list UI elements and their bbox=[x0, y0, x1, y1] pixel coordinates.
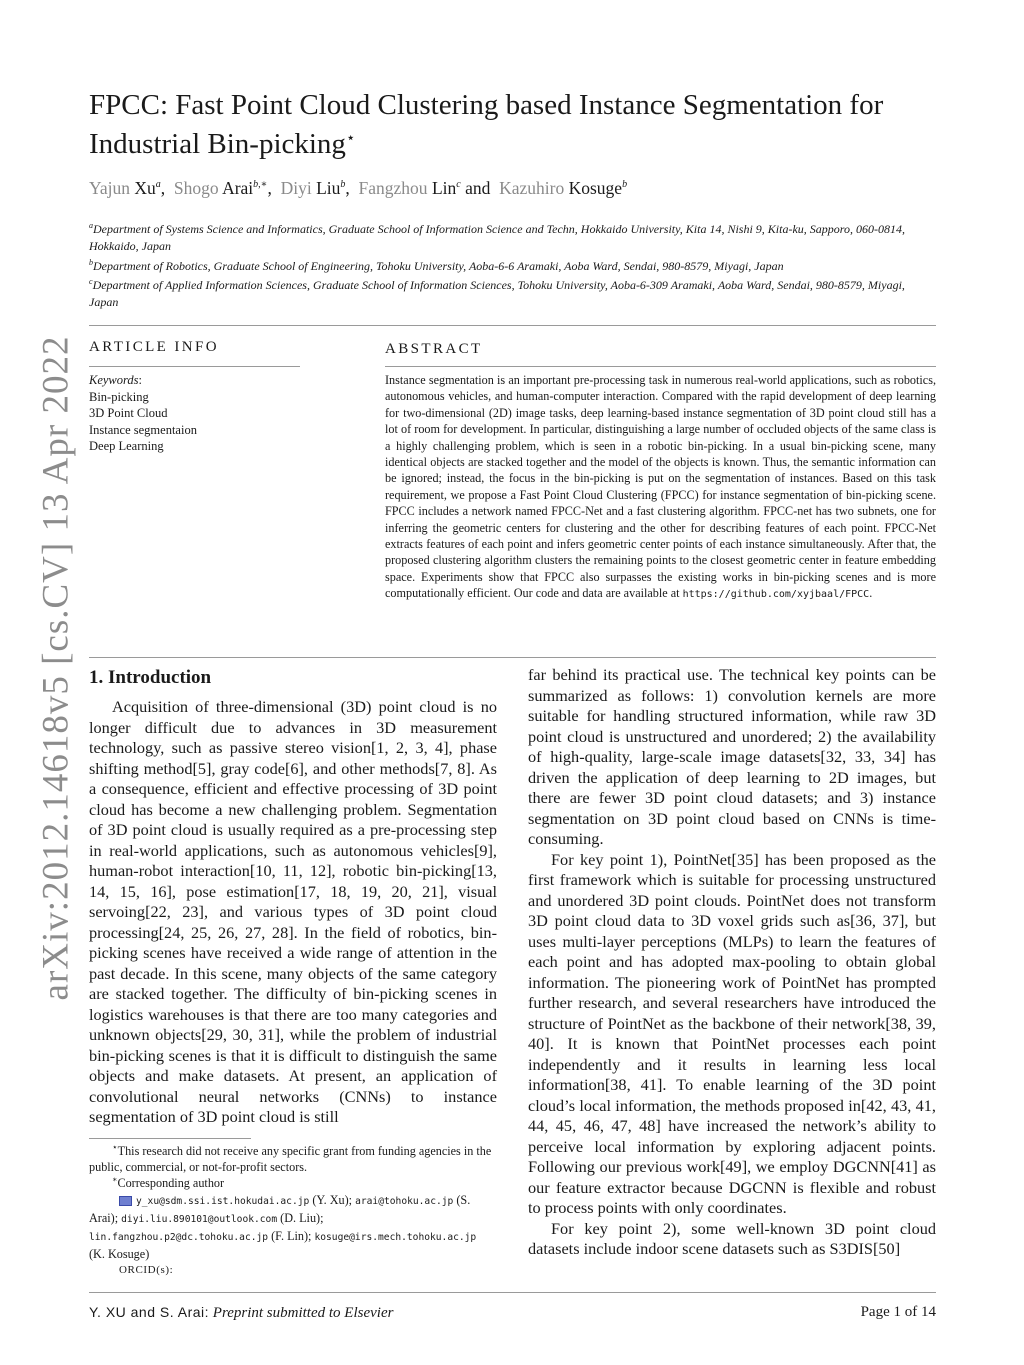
abstract-text: Instance segmentation is an important pre-processing task in numerous real-world applications, such as robotics, autonomous vehicles, and human-computer interaction. Compared with the rapid development of deep learning for two-dimensional (2D) image tasks, deep learning-based instance segmentation of 3D point cloud still has a lot of room for development. In particular, distinguishing a large number of occluded objects of the same class is a highly challenging problem, which is seen in a robotic bin-picking. In a usual bin-picking scene, many identical objects are stacked together and the model of the objects is known. Thus, the semantic information can be ignored; instead, the focus in the bin-picking is put on the segmentation of instances. Based on this task requirement, we propose a Fast Point Cloud Clustering (FPCC) for instance segmentation of bin-picking scene. FPCC includes a network named FPCC-Net and a fast clustering algorithm. FPCC-net has two subnets, one for inferring the geometric centers for clustering and the other for describing features of each point. FPCC-Net extracts features of each point and infers geometric center points of each instance simultaneously. After that, the proposed clustering algorithm clusters the remaining points to the closest geometric center in feature embedding space. Experiments show that FPCC also surpasses the existing works in bin-picking scenes and is more computationally efficient. Our code and data are available at https://github.com/xyjbaal/FPCC. bbox=[385, 373, 936, 601]
title-line-2: Industrial Bin-picking bbox=[89, 128, 346, 160]
intro-left-column bbox=[89, 697, 497, 1128]
authors-and: and bbox=[465, 178, 491, 198]
paragraph: For key point 2), some well-known 3D point cloud datasets include indoor scene datasets such as S3DIS[50] bbox=[528, 1218, 936, 1258]
divider bbox=[385, 366, 936, 367]
author-list: Yajun Xu$^a$, Shogo Arai$^{b,∗}$, Diyi Liu$^b$, Fangzhou Lin$^c$ and Kazuhiro Kosuge$^b$ bbox=[89, 178, 628, 198]
paragraph: Acquisition of three-dimensional (3D) point cloud is no longer difficult due to advances in 3D measurement technology, such as passive stereo vision[1, 2, 3, 4], phase shifting method[5], gray code[6], and other methods[7, 8]. As a consequence, efficient and effective processing of 3D point cloud has become a new challenging problem. Segmentation of 3D point cloud is usually required as a pre-processing step in real-world applications, such as autonomous vehicles[9], human-robot interaction[10, 11, 12], robotic bin-picking[13, 14, 15, 16], pose estimation[17, 18, 19, 20, 21], visual servoing[22, 23], and various types of 3D point cloud processing[24, 25, 26, 27, 28]. In the field of robotics, bin-picking scenes have received a wide range of attention in the past decade. In this scene, many objects of the same category are stacked together. The difficulty of bin-picking scenes in logistics warehouses is that there are too many categories and unknown objects[29, 30, 31], while the problem of industrial bin-picking scenes is that it is difficult to distinguish the same objects and make datasets. At present, an application of convolutional neural networks (CNNs) to instance segmentation of 3D point cloud is still bbox=[89, 697, 497, 1126]
affiliation-b: $^b$Department of Robotics, Graduate School of Engineering, Tohoku University, Aoba-6-6 Aramaki, Aoba Ward, Sendai, 980-8579, Miyagi, Japan bbox=[89, 258, 784, 273]
paper-title bbox=[89, 86, 949, 164]
keyword: Bin-picking bbox=[89, 389, 149, 404]
footer-preprint: Preprint submitted to Elsevier bbox=[212, 1305, 394, 1321]
divider bbox=[89, 366, 300, 367]
paragraph: far behind its practical use. The technical key points can be summarized as follows: 1) convolution kernels are more suitable for handling structured information, while raw 3D point cloud is unstructured and unordered; 2) the availability of high-quality, large-scale image datasets[32, 33, 34] has driven the application of deep learning to 2D images, but there are fewer 3D point cloud datasets; and 3) instance segmentation on 3D point cloud based on CNNs is time-consuming. bbox=[528, 665, 936, 848]
paragraph: For key point 1), PointNet[35] has been proposed as the first framework which is suitable for processing unstructured and unordered 3D point clouds. PointNet does not transform 3D point cloud data to 3D voxel grids such as[36, 37], but uses multi-layer perceptions (MLPs) to learn the features of each point and has adopted max-pooling to obtain global information. The pioneering work of PointNet has prompted further research, and several researchers have introduced the structure of PointNet as the backbone of their network[38, 39, 40]. It is known that PointNet processes each point independently and it results in learning less local information[38, 41]. To enable learning of the 3D point cloud’s local information, the methods proposed in[42, 43, 41, 44, 45, 46, 47, 48] have increased the network’s ability to perceive local information by exploring adjacent points. Following our previous work[49], we employ DGCNN[41] as our feature extractor because DGCNN is flexible and robust to process points with only coordinates. bbox=[528, 849, 936, 1217]
footnote-funding: ⋆This research did not receive any specific grant from funding agencies in the public, commercial, or not-for-profit sectors. bbox=[89, 1141, 492, 1175]
author: Kazuhiro Kosuge$^b$ bbox=[499, 178, 628, 198]
keywords-block: Keywords: Bin-picking 3D Point Cloud Instance segmentaion Deep Learning bbox=[89, 373, 197, 454]
orcid-label: ORCID(s): bbox=[119, 1264, 174, 1277]
article-info-heading: ARTICLE INFO bbox=[89, 339, 219, 355]
author: Diyi Liu$^b$ bbox=[280, 178, 346, 198]
footnote-corresponding: ∗Corresponding author bbox=[112, 1175, 225, 1191]
footer-authors: Y. XU and S. Arai: bbox=[89, 1304, 210, 1320]
divider bbox=[89, 657, 936, 658]
affiliation-c: $^c$Department of Applied Information Sciences, Graduate School of Information Sciences, Tohoku University, Aoba-6-309 Aramaki, Aoba Ward, Sendai, 980-8579, Miyagi, Japan bbox=[89, 277, 905, 309]
arxiv-stamp: arXiv:2012.14618v5 [cs.CV] 13 Apr 2022 bbox=[35, 335, 77, 1001]
keyword: Deep Learning bbox=[89, 439, 164, 454]
abstract-heading: ABSTRACT bbox=[385, 341, 483, 357]
email-link[interactable]: kosuge@irs.mech.tohoku.ac.jp bbox=[314, 1232, 477, 1244]
keywords-label: Keywords bbox=[89, 373, 139, 387]
author: Shogo Arai$^{b,∗}$ bbox=[173, 178, 268, 198]
footer-divider bbox=[89, 1292, 936, 1293]
keyword: Instance segmentaion bbox=[89, 422, 197, 437]
title-footnote-mark: ⋆ bbox=[345, 130, 356, 147]
page-number: Page 1 of 14 bbox=[860, 1304, 936, 1320]
email-link[interactable]: arai@tohoku.ac.jp bbox=[355, 1195, 454, 1207]
keyword: 3D Point Cloud bbox=[89, 406, 168, 421]
title-line-1: FPCC: Fast Point Cloud Clustering based Instance Segmentation for bbox=[89, 89, 884, 121]
footnote-rule bbox=[89, 1138, 251, 1139]
code-url-link[interactable]: https://github.com/xyjbaal/FPCC bbox=[682, 589, 870, 601]
footnote-emails: y_xu@sdm.ssi.ist.hokudai.ac.jp (Y. Xu); arai@tohoku.ac.jp (S. Arai); diyi.liu.890101@outlook.com (D. Liu); lin.fangzhou.p2@dc.tohoku.ac.jp (F. Lin); kosuge@irs.mech.tohoku.ac.jp (K. Kosuge) bbox=[89, 1192, 477, 1262]
email-link[interactable]: diyi.liu.890101@outlook.com bbox=[121, 1213, 278, 1225]
footer-citation bbox=[89, 1304, 393, 1322]
author: Fangzhou Lin$^c$ bbox=[358, 178, 461, 198]
intro-right-column bbox=[528, 665, 936, 1260]
email-link[interactable]: lin.fangzhou.p2@dc.tohoku.ac.jp bbox=[89, 1232, 269, 1244]
author: Yajun Xu$^a$ bbox=[89, 178, 161, 198]
email-link[interactable]: y_xu@sdm.ssi.ist.hokudai.ac.jp bbox=[136, 1195, 310, 1207]
section-heading-introduction: 1. Introduction bbox=[89, 667, 212, 688]
affiliation-a: $^a$Department of Systems Science and Informatics, Graduate School of Information Science and Techn, Hokkaido University, Kita 14, Nishi 9, Kita-ku, Sapporo, 060-0814, Hokkaido, Japan bbox=[89, 221, 906, 253]
footnotes bbox=[89, 1143, 497, 1279]
envelope-icon bbox=[119, 1196, 132, 1206]
divider bbox=[89, 325, 936, 326]
